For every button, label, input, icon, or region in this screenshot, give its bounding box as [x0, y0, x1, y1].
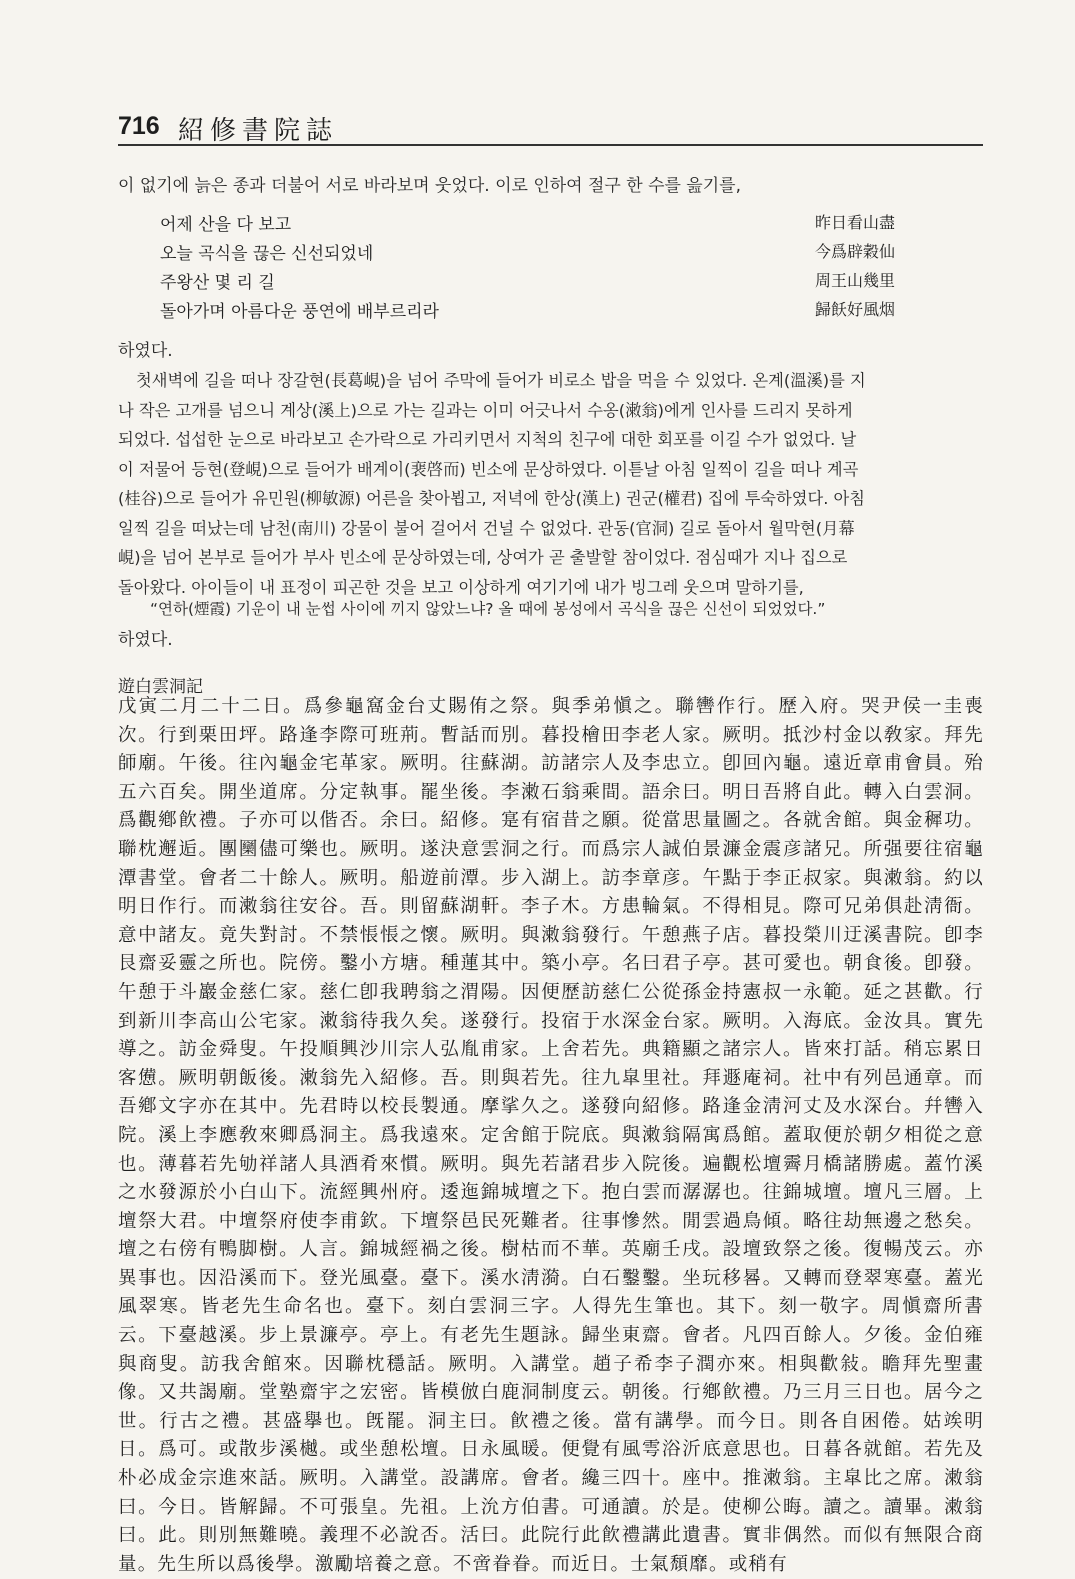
poem-line-korean: 오늘 곡식을 끊은 신선되었네 [160, 244, 374, 264]
running-header [118, 110, 983, 146]
intro-line: 이 없기에 늙은 종과 더불어 서로 바라보며 웃었다. 이로 인하여 절구 한 수를 읊기를, [118, 176, 741, 196]
page-number: 716 [118, 112, 160, 140]
quotation: “연하(煙霞) 기운이 내 눈썹 사이에 끼지 않았느냐? 올 때에 봉성에서 곡식을 끊은 신선이 되었었다.” [150, 600, 826, 618]
paragraph-line: 나 작은 고개를 넘으니 계상(溪上)으로 가는 길과는 이미 어긋나서 수옹(潄翁)에게 인사를 드리지 못하게 [118, 400, 853, 420]
closing-hayeotda: 하였다. [118, 630, 173, 650]
poem-line-korean: 주왕산 몇 리 길 [160, 273, 275, 293]
body-paragraph [118, 366, 983, 602]
paragraph-line: 峴)을 넘어 본부로 들어가 부사 빈소에 문상하였는데, 상여가 곧 출발할 참이었다. 점심때가 지나 집으로 [118, 548, 848, 567]
classical-chinese-text: 戊寅二月二十二日。爲參龜窩金台丈賜侑之祭。與季弟愼之。聯轡作行。歷入府。哭尹侯一圭喪次。行到栗田坪。路逢李際可班荊。暫話而別。暮投檜田李老人家。厥明。抵沙村金以敎家。拜先師廟。午後。往內龜金宅革家。厥明。往蘇湖。訪諸宗人及李忠立。卽回內龜。遠近章甫會員。殆五六百矣。開坐道席。分定執事。罷坐後。李潄石翁乘間。語余曰。明日吾將自此。轉入白雲洞。爲觀鄕飮禮。子亦可以偕否。余曰。紹修。寔有宿昔之願。從當思量圖之。各就舍館。與金穉功。聯枕邂逅。團圞儘可樂也。厥明。遂決意雲洞之行。而爲宗人誠伯景濂金震彦諸兄。所强要往宿龜潭書堂。會者二十餘人。厥明。船遊前潭。步入湖上。訪李章彦。午點于李正叔家。與潄翁。約以明日作行。而潄翁往安谷。吾。則留蘇湖軒。李子木。方患輪氣。不得相見。際可兄弟俱赴淸衙。意中諸友。竟失對討。不禁悵悵之懷。厥明。與潄翁發行。午憩燕子店。暮投榮川迂溪書院。卽李艮齋妥靈之所也。院傍。鑿小方塘。種蓮其中。築小亭。名曰君子亭。甚可愛也。朝食後。卽發。午憩于斗巖金慈仁家。慈仁卽我聘翁之渭陽。因便歷訪慈仁公從孫金持憲叔一永範。延之甚歡。行到新川李高山公宅家。潄翁待我久矣。遂發行。投宿于水深金台家。厥明。入海底。金汝具。實先導之。訪金舜叟。午投順興沙川宗人弘胤甫家。上舍若先。典籍顯之諸宗人。皆來打話。稍忘累日客憊。厥明朝飯後。潄翁先入紹修。吾。則與若先。往九皐里社。拜遯庵祠。社中有列邑通章。而吾鄕文字亦在其中。先君時以校長製通。摩挲久之。遂發向紹修。路逢金淸河丈及水深台。幷轡入院。溪上李應敎來卿爲洞主。爲我遠來。定舍館于院底。與潄翁隔寓爲館。蓋取便於朝夕相從之意也。薄暮若先劬祥諸人具酒肴來慣。厥明。與先若諸君步入院後。遍觀松壇霽月橋諸勝處。蓋竹溪之水發源於小白山下。流經興州府。逶迤錦城壇之下。抱白雲而潺潺也。往錦城壇。壇凡三層。上壇祭大君。中壇祭府使李甫欽。下壇祭邑民死難者。往事慘然。閒雲過鳥傾。略往劫無邊之愁矣。壇之右傍有鴨脚樹。人言。錦城經禍之後。樹枯而不華。英廟壬戌。設壇致祭之後。復暢茂云。亦異事也。因沿溪而下。登光風臺。臺下。溪水淸漪。白石鑿鑿。坐玩移晷。又轉而登翠寒臺。蓋光風翠寒。皆老先生命名也。臺下。刻白雲洞三字。人得先生筆也。其下。刻一敬字。周愼齋所書云。下臺越溪。步上景濂亭。亭上。有老先生題詠。歸坐東齋。會者。凡四百餘人。夕後。金伯雍與商叟。訪我舍館來。因聯枕穩話。厥明。入講堂。趙子希李子潤亦來。相與歡敍。瞻拜先聖畫像。又共謁廟。堂塾齋宇之宏密。皆模倣白鹿洞制度云。朝後。行鄕飮禮。乃三月三日也。居今之世。行古之禮。甚盛擧也。旣罷。洞主曰。飮禮之後。當有講學。而今日。則各自困倦。姑竢明日。爲可。或散步溪樾。或坐憩松壇。日永風暖。便覺有風雩浴沂底意思也。日暮各就館。若先及朴必成金宗進來話。厥明。入講堂。設講席。會者。纔三四十。座中。推潄翁。主皐比之席。潄翁曰。今日。皆解歸。不可張皇。先祖。上沇方伯書。可通讀。於是。使柳公晦。讀之。讀畢。潄翁曰。此。則別無難曉。義理不必說否。活曰。此院行此飮禮講此遺書。實非偶然。而似有無限合商量。先生所以爲後學。激勵培養之意。不啻眷眷。而近日。士氣頹靡。或稍有 [118, 696, 984, 1575]
poem-line-hanja: 周王山幾里 [814, 271, 895, 290]
poem-line-hanja: 今爲辟穀仙 [814, 242, 895, 261]
section-title: 遊白雲洞記 [118, 677, 203, 697]
poem-line-korean: 어제 산을 다 보고 [160, 215, 292, 235]
book-title: 紹修書院誌 [178, 116, 339, 146]
closing-hayeotda: 하였다. [118, 341, 173, 361]
paragraph-line: 돌아왔다. 아이들이 내 표정이 피곤한 것을 보고 이상하게 여기기에 내가 빙그레 웃으며 말하기를, [118, 577, 804, 597]
paragraph-line: (桂谷)으로 들어가 유민원(柳敏源) 어른을 찾아뵙고, 저녁에 한상(漢上) 권군(權君) 집에 투숙하였다. 아침 [118, 489, 866, 508]
poem-line-hanja: 歸飫好風烟 [814, 300, 895, 319]
paragraph-line: 일찍 길을 떠났는데 남천(南川) 강물이 불어 걸어서 건널 수 없었다. 관동(官洞) 길로 돌아서 월막현(月幕 [118, 518, 855, 538]
poem-line-korean: 돌아가며 아름다운 풍연에 배부르리라 [160, 302, 439, 322]
paragraph-line: 이 저물어 등현(登峴)으로 들어가 배계이(裵啓而) 빈소에 문상하였다. 이튿날 아침 일찍이 길을 떠나 계곡 [118, 459, 859, 479]
paragraph-line: 되었다. 섭섭한 눈으로 바라보고 손가락으로 가리키면서 지척의 친구에 대한 회포를 이길 수가 없었다. 날 [118, 430, 857, 449]
paragraph-line: 첫새벽에 길을 떠나 장갈현(長葛峴)을 넘어 주막에 들어가 비로소 밥을 먹을 수 있었다. 온계(溫溪)를 지 [136, 371, 866, 390]
poem-line-hanja: 昨日看山盡 [814, 213, 895, 232]
